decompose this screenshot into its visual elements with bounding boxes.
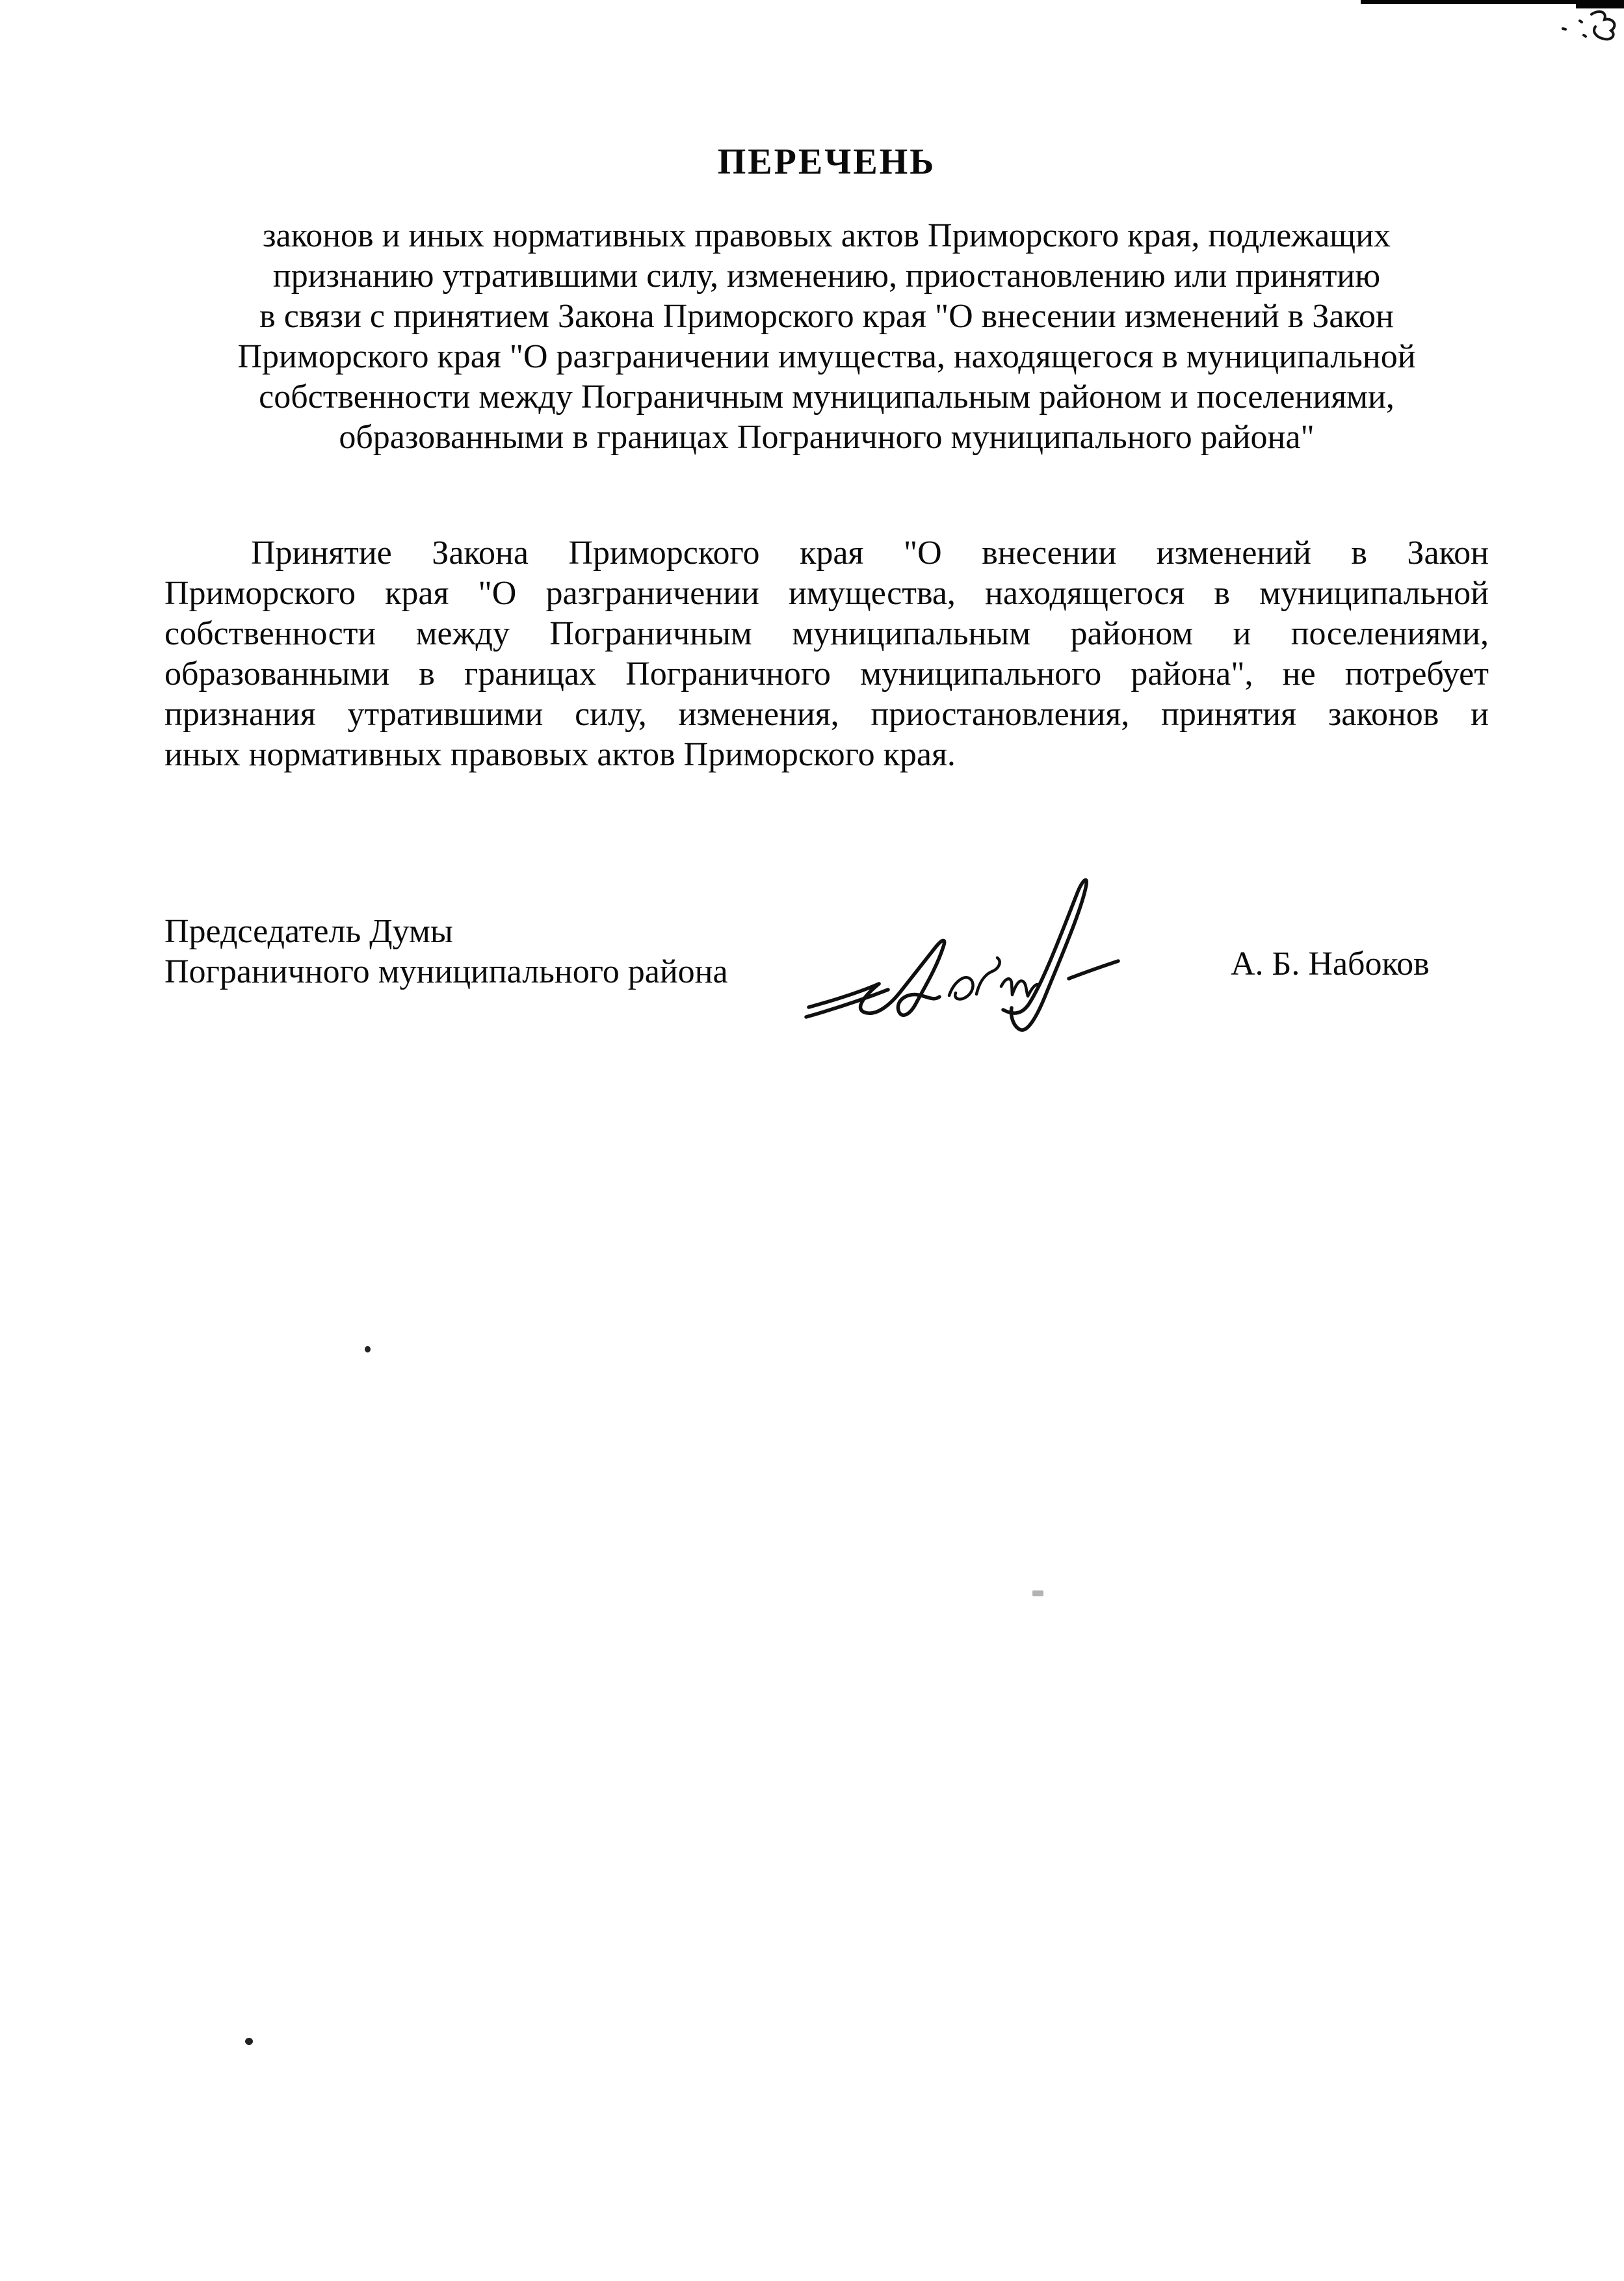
subtitle-line: законов и иных нормативных правовых актов Приморского края, подлежащих	[262, 217, 1391, 254]
subtitle-line: собственности между Пограничным муниципальным районом и поселениями,	[259, 378, 1395, 415]
body-line: признания утратившими силу, изменения, приостановления, принятия законов и	[164, 696, 1489, 733]
signatory-position-line1: Председатель Думы	[164, 913, 453, 950]
body-line: Принятие Закона Приморского края "О внесении изменений в Закон	[251, 534, 1489, 572]
scan-speck	[365, 1346, 371, 1352]
body-line: собственности между Пограничным муниципальным районом и поселениями,	[164, 615, 1489, 652]
body-line: Приморского края "О разграничении имущества, находящегося в муниципальной	[164, 575, 1489, 612]
signature	[798, 866, 1136, 1055]
document-subtitle	[164, 216, 1489, 458]
subtitle-line: Приморского края "О разграничении имущества, находящегося в муниципальной	[237, 338, 1416, 375]
scan-artifact-smudge	[1554, 7, 1620, 47]
document-body	[164, 533, 1489, 775]
body-line: иных нормативных правовых актов Приморского края.	[164, 736, 956, 773]
signatory-position	[164, 912, 728, 992]
subtitle-line: признанию утратившими силу, изменению, приостановлению или принятию	[272, 257, 1381, 295]
subtitle-line: в связи с принятием Закона Приморского края "О внесении изменений в Закон	[259, 298, 1394, 335]
subtitle-line: образованными в границах Пограничного муниципального района"	[339, 419, 1315, 456]
document-title: ПЕРЕЧЕНЬ	[717, 142, 936, 182]
scan-speck	[1032, 1590, 1043, 1596]
body-line: образованными в границах Пограничного муниципального района", не потребует	[164, 655, 1489, 692]
scan-artifact-top-bar	[1361, 0, 1582, 4]
signatory-name: А. Б. Набоков	[1231, 945, 1430, 982]
scan-speck	[245, 2038, 253, 2045]
signatory-position-line2: Пограничного муниципального района	[164, 953, 728, 990]
